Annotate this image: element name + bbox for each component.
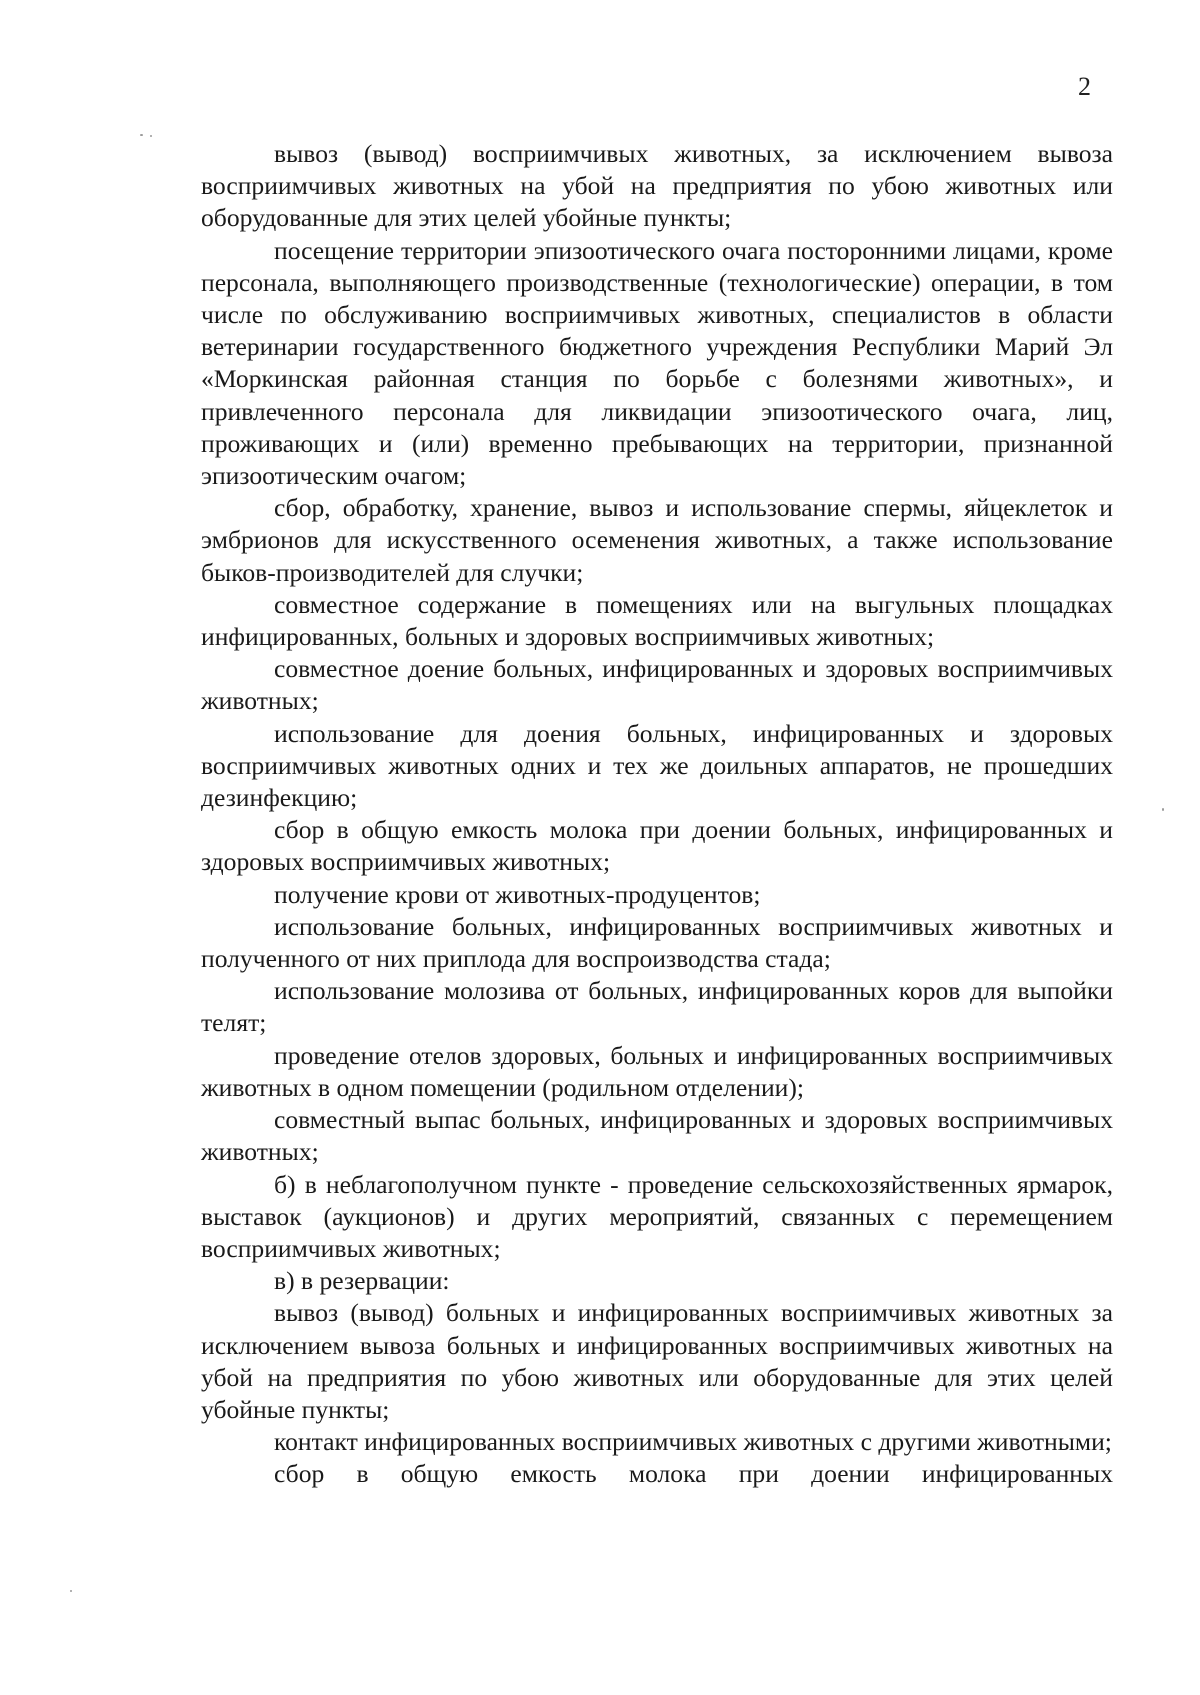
document-body bbox=[201, 138, 1113, 1491]
paragraph: сбор, обработку, хранение, вывоз и использование спермы, яйцеклеток и эмбрионов для искусственного осеменения животных, а также использование быков-производителей для случки; bbox=[201, 493, 1113, 587]
paragraph: использование молозива от больных, инфицированных коров для выпойки телят; bbox=[201, 976, 1113, 1038]
scan-speck bbox=[1162, 808, 1164, 811]
paragraph: использование для доения больных, инфицированных и здоровых восприимчивых животных одних и тех же доильных аппаратов, не прошедших дезинфекцию; bbox=[201, 718, 1113, 813]
paragraph: вывоз (вывод) больных и инфицированных восприимчивых животных за исключением вывоза больных и инфицированных восприимчивых животных на убой на предприятия по убою животных или оборудованные для этих целей убойные пункты; bbox=[201, 1298, 1113, 1424]
scan-speck bbox=[150, 135, 152, 137]
paragraph: б) в неблагополучном пункте - проведение сельскохозяйственных ярмарок, выставок (аукционов) и других мероприятий, связанных с перемещением восприимчивых животных; bbox=[201, 1169, 1113, 1263]
paragraph: получение крови от животных-продуцентов; bbox=[274, 879, 761, 909]
paragraph: контакт инфицированных восприимчивых животных с другими животными; bbox=[274, 1427, 1112, 1457]
scan-speck bbox=[70, 1590, 72, 1592]
paragraph: вывоз (вывод) восприимчивых животных, за исключением вывоза восприимчивых животных на убой на предприятия по убою животных или оборудованные для этих целей убойные пункты; bbox=[201, 139, 1113, 233]
paragraph: использование больных, инфицированных восприимчивых животных и полученного от них приплода для воспроизводства стада; bbox=[201, 911, 1113, 974]
paragraph: сбор в общую емкость молока при доении больных, инфицированных и здоровых восприимчивых животных; bbox=[201, 815, 1113, 877]
paragraph: проведение отелов здоровых, больных и инфицированных восприимчивых животных в одном помещении (родильном отделении); bbox=[201, 1040, 1113, 1102]
paragraph: совместное доение больных, инфицированных и здоровых восприимчивых животных; bbox=[201, 654, 1113, 716]
paragraph: в) в резервации: bbox=[274, 1266, 450, 1296]
paragraph: посещение территории эпизоотического очага посторонними лицами, кроме персонала, выполняющего производственные (технологические) операции, в том числе по обслуживанию восприимчивых животных, специалистов в области ветеринарии государственного бюджетного учреждения Республики Марий Эл «Моркинская районная станция по борьбе с болезнями животных», и привлеченного персонала для ликвидации эпизоотического очага, лиц, проживающих и (или) временно пребывающих на территории, признанной эпизоотическим очагом; bbox=[201, 235, 1113, 491]
paragraph: совместный выпас больных, инфицированных и здоровых восприимчивых животных; bbox=[201, 1105, 1113, 1167]
paragraph: сбор в общую емкость молока при доении инфицированных bbox=[274, 1459, 1113, 1489]
paragraph: совместное содержание в помещениях или на выгульных площадках инфицированных, больных и здоровых восприимчивых животных; bbox=[201, 589, 1113, 652]
scan-speck bbox=[140, 134, 143, 136]
page-number: 2 bbox=[1078, 72, 1091, 101]
